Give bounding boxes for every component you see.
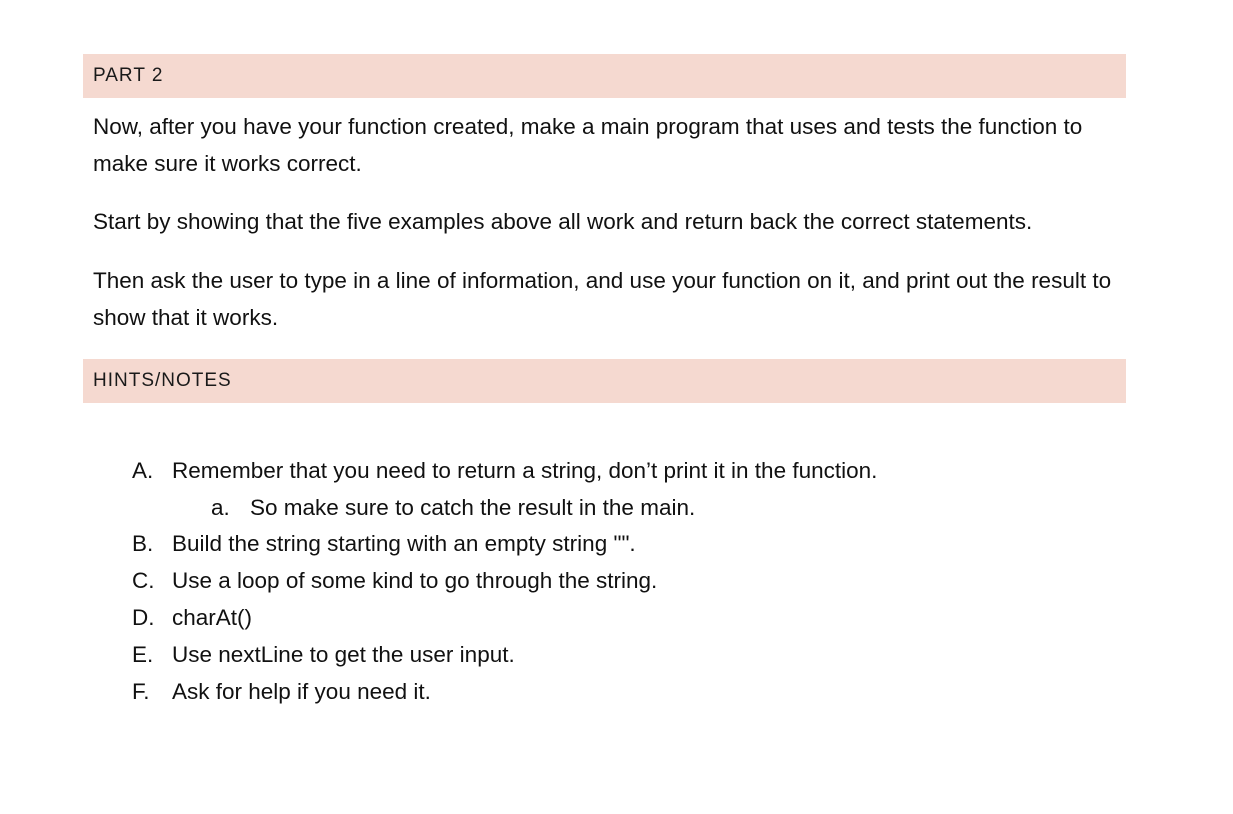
hint-item-b (132, 529, 636, 559)
hint-item-e (132, 640, 515, 670)
instruction-paragraph-2: Start by showing that the five examples above all work and return back the correct statements. (93, 209, 1033, 234)
hint-text: Ask for help if you need it. (172, 679, 431, 704)
instruction-paragraph-3: Then ask the user to type in a line of information, and use your function on it, and print out the result to show that it works. (93, 268, 1112, 330)
hint-marker: a. (211, 495, 230, 520)
hint-text: Use nextLine to get the user input. (172, 642, 515, 667)
hint-text: Remember that you need to return a string, don’t print it in the function. (172, 458, 878, 483)
hint-marker: A. (132, 458, 154, 483)
hint-marker: B. (132, 531, 154, 556)
section-heading-hints-notes (83, 359, 1126, 403)
hint-subitem-a (211, 493, 695, 523)
section-heading-hints-notes-label: HINTS/NOTES (93, 370, 232, 391)
hint-marker: F. (132, 679, 150, 704)
hint-item-c (132, 566, 657, 596)
hint-text: So make sure to catch the result in the main. (250, 495, 696, 520)
hint-text: Use a loop of some kind to go through the string. (172, 568, 658, 593)
instruction-paragraph-1: Now, after you have your function created, make a main program that uses and tests the function to make sure it works correct. (93, 114, 1083, 176)
hint-text: Build the string starting with an empty string "". (172, 531, 636, 556)
hint-item-a (132, 456, 877, 486)
section-heading-part-2 (83, 54, 1126, 98)
section-heading-part-2-label: PART 2 (93, 65, 164, 86)
hint-marker: D. (132, 605, 155, 630)
hint-text: charAt() (172, 605, 253, 630)
hint-marker: C. (132, 568, 155, 593)
hint-marker: E. (132, 642, 154, 667)
hint-item-f (132, 677, 431, 707)
hint-item-d (132, 603, 252, 633)
